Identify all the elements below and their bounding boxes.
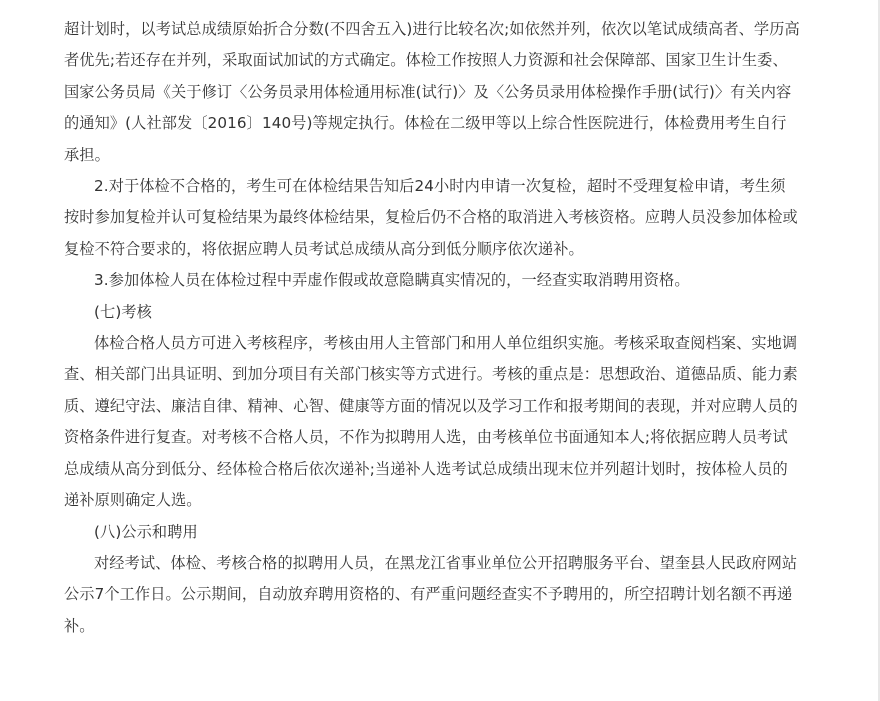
article-body <box>64 14 800 642</box>
section-heading-publicity: (八)公示和聘用 <box>94 522 198 541</box>
paragraph-publicity: 对经考试、体检、考核合格的拟聘用人员，在黑龙江省事业单位公开招聘服务平台、望奎县人民政府网站公示7个工作日。公示期间，自动放弃聘用资格的、有严重问题经查实不予聘用的，所空招聘计划名额不再递补。 <box>64 553 798 635</box>
section-heading-assessment: (七)考核 <box>94 302 152 321</box>
paragraph-recheck-rule: 2.对于体检不合格的，考生可在体检结果告知后24小时内申请一次复检，超时不受理复检申请，考生须按时参加复检并认可复检结果为最终体检结果，复检后仍不合格的取消进入考核资格。应聘人员没参加体检或复检不符合要求的，将依据应聘人员考试总成绩从高分到低分顺序依次递补。 <box>64 177 798 258</box>
paragraph-fraud-rule: 3.参加体检人员在体检过程中弄虚作假或故意隐瞒真实情况的，一经查实取消聘用资格。 <box>94 271 690 290</box>
paragraph-physical-exam-rules: 超计划时，以考试总成绩原始折合分数(不四舍五入)进行比较名次;如依然并列，依次以笔试成绩高者、学历高者优先;若还存在并列，采取面试加试的方式确定。体检工作按照人力资源和社会保障部、国家卫生计生委、国家公务员局《关于修订〈公务员录用体检通用标准(试行)〉及〈公务员录用体检操作手册(试行)〉有关内容的通知》(人社部发〔2016〕140号)等规定执行。体检在二级甲等以上综合性医院进行，体检费用考生自行承担。 <box>64 20 800 164</box>
paragraph-assessment: 体检合格人员方可进入考核程序，考核由用人主管部门和用人单位组织实施。考核采取查阅档案、实地调查、相关部门出具证明、到加分项目有关部门核实等方式进行。考核的重点是：思想政治、道德品质、能力素质、遵纪守法、廉洁自律、精神、心智、健康等方面的情况以及学习工作和报考期间的表现，并对应聘人员的资格条件进行复查。对考核不合格人员，不作为拟聘用人选，由考核单位书面通知本人;将依据应聘人员考试总成绩从高分到低分、经体检合格后依次递补;当递补人选考试总成绩出现末位并列超计划时，按体检人员的递补原则确定人选。 <box>64 334 798 510</box>
